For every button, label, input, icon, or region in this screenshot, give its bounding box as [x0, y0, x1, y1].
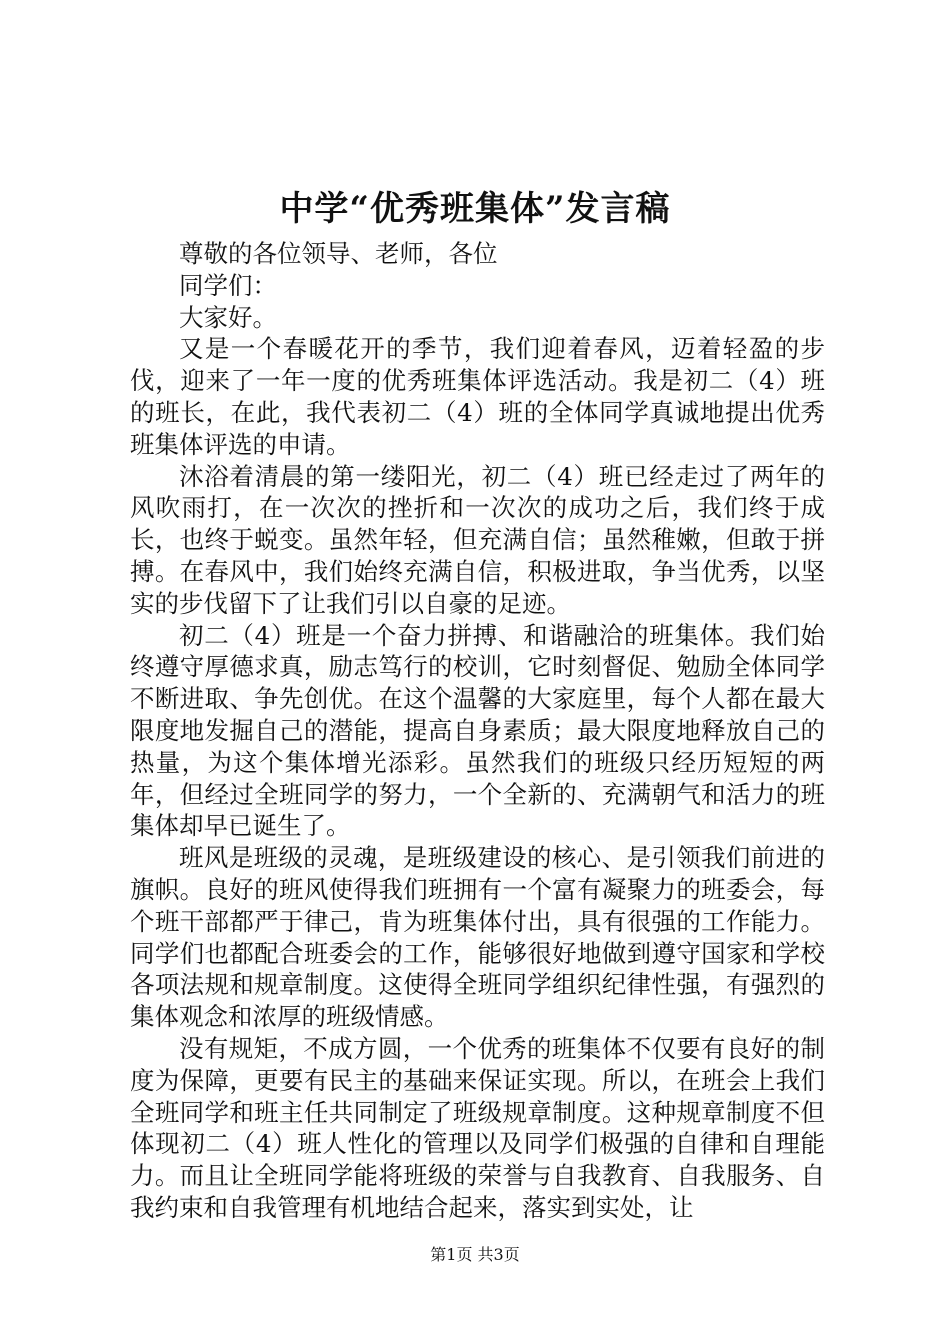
page-footer: 第1页 共3页	[430, 1245, 520, 1264]
paragraph: 班风是班级的灵魂，是班级建设的核心、是引领我们前进的旗帜。良好的班风使得我们班拥有一个富有凝聚力的班委会，每个班干部都严于律己，肯为班集体付出，具有很强的工作能力。同学们也都配合班委会的工作，能够很好地做到遵守国家和学校各项法规和规章制度。这使得全班同学组织纪律性强，有强烈的集体观念和浓厚的班级情感。	[130, 843, 825, 1032]
paragraph: 沐浴着清晨的第一缕阳光，初二（4）班已经走过了两年的风吹雨打，在一次次的挫折和一次次的成功之后，我们终于成长，也终于蜕变。虽然年轻，但充满自信；虽然稚嫩，但敢于拼搏。在春风中，我们始终充满自信，积极进取，争当优秀，以坚实的步伐留下了让我们引以自豪的足迹。	[130, 461, 825, 618]
salutation-line-continued: 同学们：	[179, 270, 277, 300]
salutation-line: 尊敬的各位领导、老师，各位	[179, 239, 498, 268]
paragraph: 初二（4）班是一个奋力拼搏、和谐融洽的班集体。我们始终遵守厚德求真，励志笃行的校训，它时刻督促、勉励全体同学不断进取、争先创优。在这个温馨的大家庭里，每个人都在最大限度地发掘自己的潜能，提高自身素质；最大限度地释放自己的热量，为这个集体增光添彩。虽然我们的班级只经历短短的两年，但经过全班同学的努力，一个全新的、充满朝气和活力的班集体却早已诞生了。	[130, 620, 825, 841]
document-body	[130, 238, 825, 1224]
greeting-line: 大家好。	[179, 302, 277, 332]
paragraph: 又是一个春暖花开的季节，我们迎着春风，迈着轻盈的步伐，迎来了一年一度的优秀班集体评选活动。我是初二（4）班的班长，在此，我代表初二（4）班的全体同学真诚地提出优秀班集体评选的申请。	[130, 334, 825, 459]
paragraph: 没有规矩，不成方圆，一个优秀的班集体不仅要有良好的制度为保障，更要有民主的基础来保证实现。所以，在班会上我们全班同学和班主任共同制定了班级规章制度。这种规章制度不但体现初二（4）班人性化的管理以及同学们极强的自律和自理能力。而且让全班同学能将班级的荣誉与自我教育、自我服务、自我约束和自我管理有机地结合起来，落实到实处，让	[130, 1033, 825, 1222]
document-title: 中学“优秀班集体”发言稿	[279, 189, 671, 229]
